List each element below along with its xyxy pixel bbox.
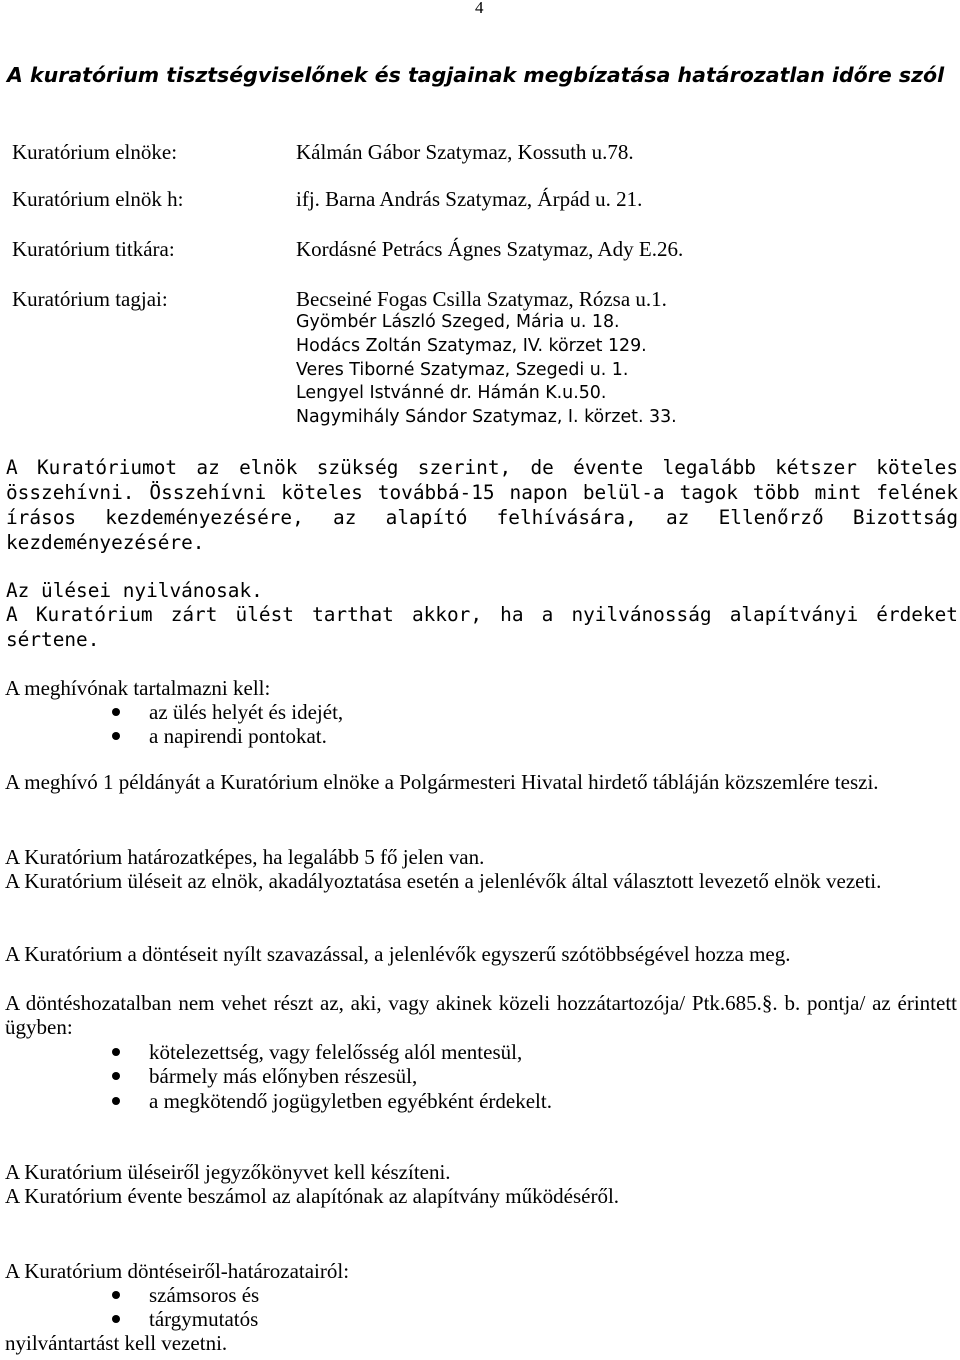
register-end: nyilvántartást kell vezetni. — [5, 1331, 228, 1355]
list-item — [149, 1307, 259, 1331]
section-title: A kuratórium tisztségviselőnek és tagjainak megbízatása határozatlan időre szól — [7, 63, 945, 87]
public-paragraph: Az ülései nyilvánosak. — [6, 579, 263, 602]
bullet-icon — [112, 1291, 120, 1299]
convening-paragraph: A Kuratóriumot az elnök szükség szerint, de évente legalább kétszer köteles összehívni. Összehívni köteles továbbá-15 napon belül-a tagok több mint felének írásos kezdeményezésére, az alapító felhívására, az Ellenőrző Bizottság kezdeményezésére. — [6, 456, 958, 554]
report-paragraph: A Kuratórium évente beszámol az alapítónak az alapítvány működéséről. — [5, 1184, 620, 1208]
list-item-text: a napirendi pontokat. — [149, 724, 327, 749]
list-item — [149, 1283, 259, 1307]
officer-value: Becseiné Fogas Csilla Szatymaz, Rózsa u.1. — [296, 287, 667, 311]
invite-publish-paragraph: A meghívó 1 példányát a Kuratórium elnöke a Polgármesteri Hivatal hirdető tábláján közszemlére teszi. — [5, 770, 879, 794]
list-item: Gyömbér László Szeged, Mária u. 18. — [296, 312, 620, 332]
list-item-text: számsoros és — [149, 1283, 260, 1307]
bullet-icon — [112, 708, 120, 716]
officer-value: ifj. Barna András Szatymaz, Árpád u. 21. — [296, 187, 643, 211]
invite-items-list — [149, 700, 343, 749]
exclusion-items-list — [149, 1040, 552, 1113]
officer-role: Kuratórium titkára: — [12, 237, 175, 261]
list-item-text: az ülés helyét és idejét, — [149, 700, 344, 724]
list-item — [149, 724, 343, 748]
chair-paragraph: A Kuratórium üléseit az elnök, akadályoztatása esetén a jelenlévők által választott levezető elnök vezeti. — [5, 869, 882, 893]
officer-role: Kuratórium elnök h: — [12, 187, 184, 211]
list-item-text: bármely más előnyben részesül, — [149, 1064, 418, 1089]
register-intro: A Kuratórium döntéseiről-határozatairól: — [5, 1259, 350, 1283]
list-item-text: tárgymutatós — [149, 1307, 259, 1332]
list-item — [149, 1040, 552, 1064]
list-item — [149, 1089, 552, 1113]
list-item — [149, 700, 343, 724]
officer-value: Kálmán Gábor Szatymaz, Kossuth u.78. — [296, 140, 634, 164]
member-list — [296, 311, 677, 430]
voting-paragraph: A Kuratórium a döntéseit nyílt szavazással, a jelenlévők egyszerű szótöbbségével hozza meg. — [5, 942, 791, 966]
officer-value: Kordásné Petrács Ágnes Szatymaz, Ady E.26. — [296, 237, 684, 261]
closed-session-paragraph: A Kuratórium zárt ülést tarthat akkor, ha a nyilvánosság alapítványi érdeket sértene. — [6, 603, 958, 651]
list-item-text: a megkötendő jogügyletben egyébként érdekelt. — [149, 1088, 552, 1113]
bullet-icon — [112, 1048, 120, 1056]
officer-role: Kuratórium elnöke: — [12, 140, 178, 164]
minutes-paragraph: A Kuratórium üléseiről jegyzőkönyvet kell készíteni. — [5, 1160, 451, 1184]
quorum-paragraph: A Kuratórium határozatképes, ha legalább 5 fő jelen van. — [5, 845, 485, 869]
list-item — [149, 1064, 552, 1088]
page-number: 4 — [475, 0, 484, 17]
invite-intro: A meghívónak tartalmazni kell: — [5, 676, 271, 700]
list-item: Hodács Zoltán Szatymaz, IV. körzet 129. — [296, 335, 647, 356]
list-item: Nagymihály Sándor Szatymaz, I. körzet. 33. — [296, 407, 677, 428]
bullet-icon — [112, 732, 120, 740]
bullet-icon — [112, 1072, 120, 1080]
bullet-icon — [112, 1315, 120, 1323]
list-item: Lengyel Istvánné dr. Hámán K.u.50. — [296, 383, 607, 404]
register-items-list — [149, 1283, 259, 1332]
officer-role: Kuratórium tagjai: — [12, 287, 168, 311]
list-item: Veres Tiborné Szatymaz, Szegedi u. 1. — [296, 359, 629, 380]
exclusion-paragraph: A döntéshozatalban nem vehet részt az, aki, vagy akinek közeli hozzátartozója/ Ptk.685.§. b. pontja/ az érintett ügyben: — [5, 991, 957, 1040]
bullet-icon — [112, 1097, 120, 1105]
list-item-text: kötelezettség, vagy felelősség alól mentesül, — [149, 1040, 523, 1064]
